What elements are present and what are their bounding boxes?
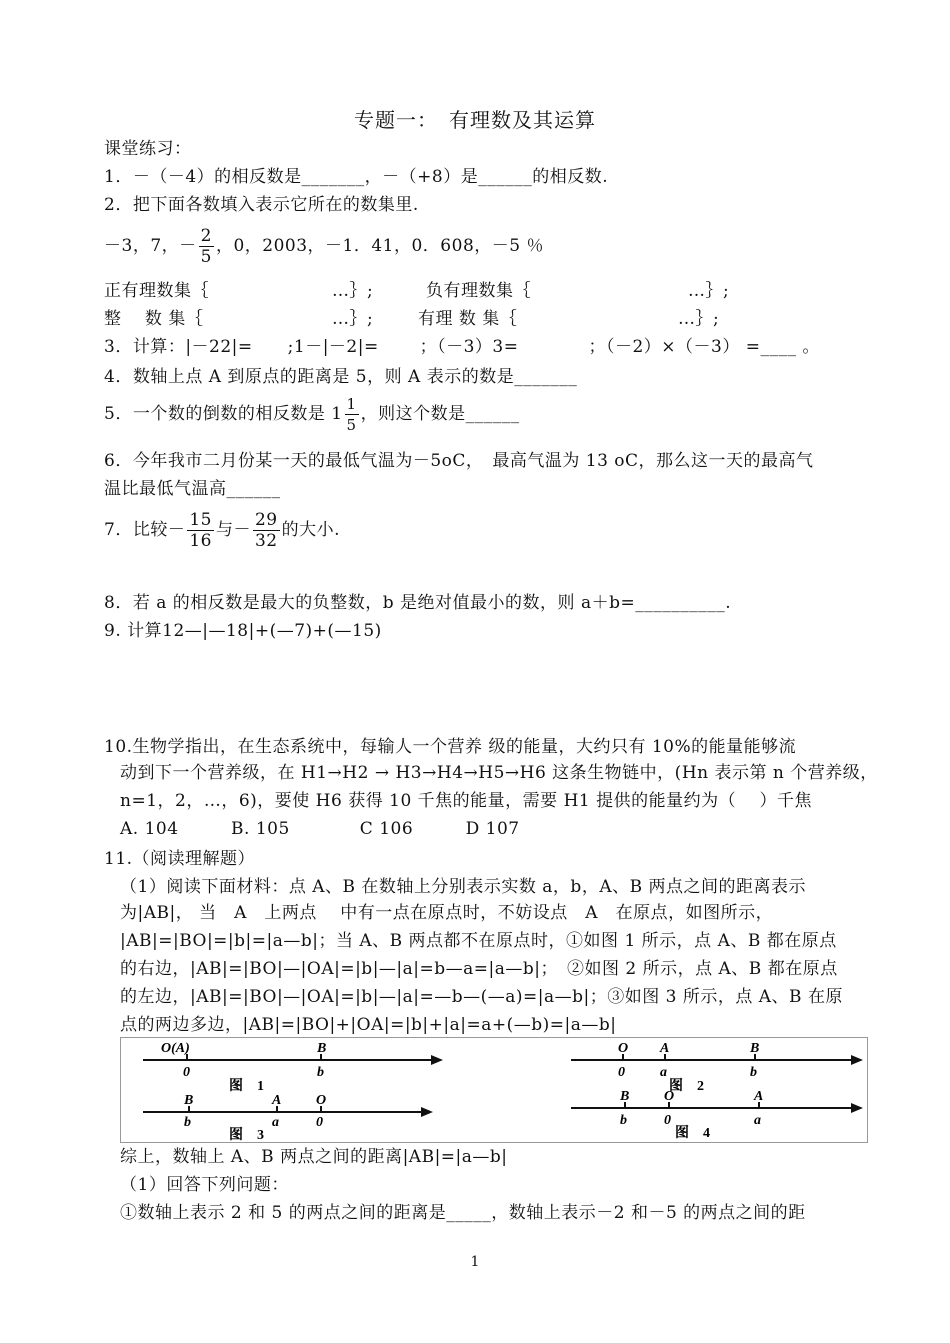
figure-4 [571,1089,863,1141]
set-end: …｝; [678,309,720,329]
fig4-label-b: B [620,1089,630,1104]
fig1-label-b: B [317,1041,327,1056]
q11-line: 的左边，|AB|=|BO|—|OA|=|b|—|a|=—b—(—a)=|a—b|；③如图 3 所示，点 A、B 在原 [120,987,843,1007]
fig3-label-o: O [316,1093,327,1108]
question-10-line-2: 动到下一个营养级，在 H1→H2 → H3→H4→H5→H6 这条生物链中，(Hn 表示第 n 个营养级， [120,763,878,783]
positive-rational-set: 正有理数集｛ [104,281,209,301]
fig4-value-a: a [754,1113,761,1128]
fig1-value-b: b [317,1065,324,1080]
fraction-denominator: 5 [200,247,212,267]
q11-line: |AB|=|BO|=|b|=|a—b|；当 A、B 两点都不在原点时，①如图 1 所示，点 A、B 都在原点 [120,931,837,951]
q5-part-b: ，则这个数是______ [360,404,520,424]
fig1-caption: 图 1 [229,1079,264,1094]
question-10-line-1: 10.生物学指出，在生态系统中，每输人一个营养 级的能量，大约只有 10%的能量能够流 [104,737,797,757]
sub-question-1: （1）回答下列问题： [120,1175,289,1195]
fig3-value-0: 0 [316,1115,323,1130]
rational-set: 有理 数 集｛ [418,309,518,329]
fraction-15-16 [187,510,214,551]
numbers-part-b: ，0，2003，－1．41，0．608，－5 ％ [215,236,544,256]
summary-line: 综上，数轴上 A、B 两点之间的距离|AB|=|a—b| [120,1147,508,1167]
fraction-numerator: 15 [189,510,212,530]
set-end: …｝; [688,281,730,301]
question-6-line-2: 温比最低气温高______ [104,479,281,499]
question-6-line-1: 6．今年我市二月份某一天的最低气温为－5oC， 最高气温为 13 oC，那么这一天的最高气 [104,451,814,471]
fig4-value-0: 0 [664,1113,671,1128]
figure-3 [143,1093,433,1142]
fig3-label-a: A [272,1093,282,1108]
fraction-denominator: 32 [254,531,278,551]
question-5 [104,394,520,435]
set-end: …｝; [332,281,374,301]
fraction-1-5 [345,394,359,435]
question-10-line-3: n=1，2，…，6)，要使 H6 获得 10 千焦的能量，需要 H1 提供的能量约为（ ）千焦 [120,791,813,811]
fig2-label-b: B [750,1041,760,1056]
q7-part-c: 的大小. [281,520,341,540]
question-2: 2．把下面各数填入表示它所在的数集里. [104,195,419,215]
set-row-2 [104,308,720,330]
q11-line: 点的两边多边，|AB|=|BO|+|OA|=|b|+|a|=a+(—b)=|a—b| [120,1015,617,1035]
fig2-caption: 图 2 [669,1079,704,1094]
integer-set: 整 数 集｛ [104,309,204,329]
q7-part-a: 7．比较－ [104,520,186,540]
fraction-numerator: 2 [200,226,212,246]
question-3: 3．计算：|－22|= ;1－|－2|= ；（－3）3= ；（－2）×（－3） =____ 。 [104,337,820,357]
q11-line: （1）阅读下面材料：点 A、B 在数轴上分别表示实数 a，b，A、B 两点之间的距离表示 [120,877,806,897]
question-11-title: 11.（阅读理解题） [104,849,256,869]
fig3-label-b: B [184,1093,194,1108]
fig2-value-0: 0 [618,1065,625,1080]
q7-part-b: 与－ [215,520,251,540]
fraction-numerator: 1 [346,395,357,413]
fig3-value-b: b [184,1115,191,1130]
figure-2 [571,1041,863,1094]
fig2-label-a: A [660,1041,670,1056]
negative-rational-set: 负有理数集｛ [426,281,531,301]
question-1: 1．－（－4）的相反数是_______，－（+8）是______的相反数. [104,167,609,187]
fig4-caption: 图 4 [675,1126,710,1141]
fig4-label-o: O [664,1089,675,1104]
numbers-part-a: －3，7，－ [104,236,197,256]
fraction-numerator: 29 [254,510,278,530]
fraction-denominator: 5 [346,416,357,434]
q5-part-a: 5．一个数的倒数的相反数是 1 [104,404,343,424]
question-4: 4．数轴上点 A 到原点的距离是 5，则 A 表示的数是_______ [104,367,578,387]
last-question-line: ①数轴上表示 2 和 5 的两点之间的距离是_____，数轴上表示－2 和－5 的两点之间的距 [120,1203,806,1223]
q11-line: 的右边，|AB|=|BO|—|OA|=|b|—|a|=b—a=|a—b|； ②如图 2 所示，点 A、B 都在原点 [120,959,838,979]
figure-1 [143,1041,443,1094]
page-number: 1 [470,1254,480,1270]
fraction-2-5 [199,226,214,267]
fraction-denominator: 16 [189,531,212,551]
set-end: …｝; [332,309,374,329]
fig4-label-a: A [754,1089,764,1104]
question-7 [104,510,340,551]
question-8: 8．若 a 的相反数是最大的负整数，b 是绝对值最小的数，则 a＋b=__________. [104,593,732,613]
fig1-value-0: 0 [183,1065,190,1080]
fig4-value-b: b [620,1113,627,1128]
section-heading: 课堂练习： [104,139,192,159]
fraction-29-32 [253,510,280,551]
fig2-value-b: b [750,1065,757,1080]
fig1-label-oa: O(A) [161,1041,190,1056]
fig2-label-o: O [618,1041,629,1056]
fig3-value-a: a [272,1115,279,1130]
fig2-value-a: a [660,1065,667,1080]
question-2-numbers [104,226,544,267]
set-row-1 [104,280,730,302]
question-10-options: A. 104 B. 105 C 106 D 107 [120,819,520,839]
question-9: 9. 计算12—|—18|+(—7)+(—15) [104,621,382,641]
q11-line: 为|AB|， 当 A 上两点 中有一点在原点时，不妨设点 A 在原点，如图所示， [120,903,774,923]
fig3-caption: 图 3 [229,1128,264,1142]
number-line-figures [120,1037,868,1143]
page-title: 专题一： 有理数及其运算 [354,108,596,132]
